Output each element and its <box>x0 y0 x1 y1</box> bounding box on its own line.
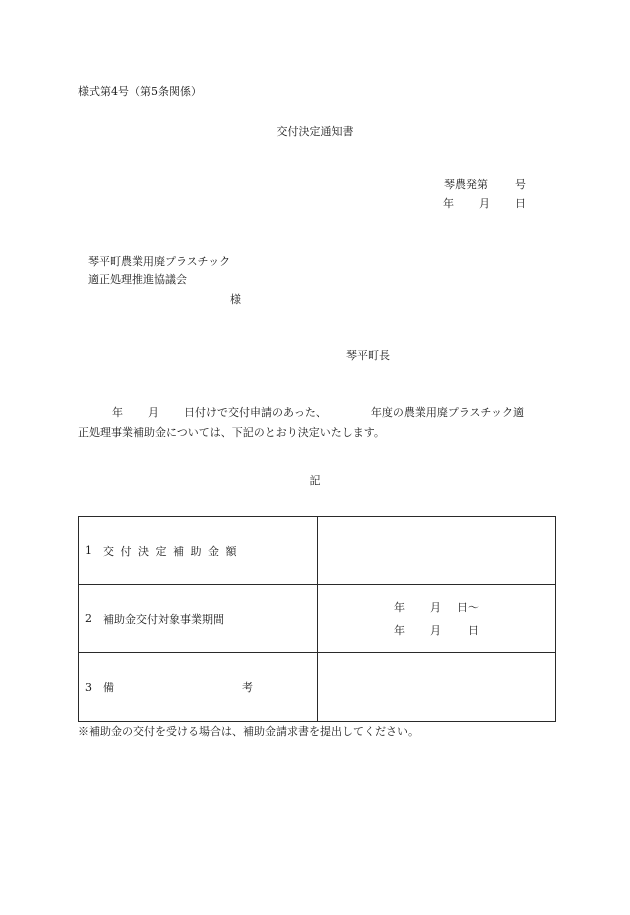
period-to <box>394 619 555 642</box>
reference-number <box>444 177 526 193</box>
body-month-unit: 月 <box>148 406 159 419</box>
period-from-month-unit: 月 <box>430 600 441 614</box>
amount-label: 交付決定補助金額 <box>103 544 243 558</box>
period-to-year-unit: 年 <box>394 623 405 637</box>
amount-value-cell <box>318 517 556 585</box>
table-row-amount <box>79 517 556 585</box>
period-label: 補助金交付対象事業期間 <box>103 612 224 626</box>
table-row-period <box>79 585 556 653</box>
body-line-2: 正処理事業補助金については、下記のとおり決定いたします。 <box>78 426 385 439</box>
body-year-unit: 年 <box>112 406 123 419</box>
remarks-label-a: 備 <box>103 681 114 694</box>
amount-label-cell <box>79 517 318 585</box>
issue-date <box>430 196 526 212</box>
row-number: 1 <box>85 544 92 557</box>
period-to-day: 日 <box>468 623 479 637</box>
decision-table <box>78 516 556 722</box>
period-from-year-unit: 年 <box>394 600 405 614</box>
recipient-line-2: 適正処理推進協議会 <box>88 273 187 286</box>
recipient-line-1: 琴平町農業用廃プラスチック <box>88 255 231 268</box>
period-from <box>394 596 555 619</box>
footnote: ※補助金の交付を受ける場合は、補助金請求書を提出してください。 <box>78 725 419 738</box>
issue-year-unit: 年 <box>443 197 454 210</box>
remarks-label-cell <box>79 653 318 722</box>
recipient-honorific: 様 <box>230 293 241 306</box>
row-number: 2 <box>85 612 92 625</box>
period-from-day: 日〜 <box>457 600 479 614</box>
reference-suffix: 号 <box>515 178 526 191</box>
remarks-label <box>103 679 253 695</box>
body-line-1-end: 年度の農業用廃プラスチック適 <box>370 406 525 419</box>
period-value-cell <box>318 585 556 653</box>
reference-prefix: 琴農発第 <box>444 178 488 191</box>
form-number: 様式第4号（第5条関係） <box>78 85 202 98</box>
issue-day-unit: 日 <box>515 197 526 210</box>
remarks-label-b: 考 <box>242 681 253 694</box>
body-line-1-middle: 日付けで交付申請のあった、 <box>184 406 327 419</box>
period-to-month-unit: 月 <box>430 623 441 637</box>
issuer: 琴平町長 <box>346 349 390 362</box>
body-line-1 <box>112 405 524 421</box>
issue-month-unit: 月 <box>479 197 490 210</box>
document-title: 交付決定通知書 <box>276 125 354 138</box>
ki-heading: 記 <box>309 474 321 487</box>
period-label-cell <box>79 585 318 653</box>
table-row-remarks <box>79 653 556 722</box>
remarks-value-cell <box>318 653 556 722</box>
row-number: 3 <box>85 680 92 694</box>
